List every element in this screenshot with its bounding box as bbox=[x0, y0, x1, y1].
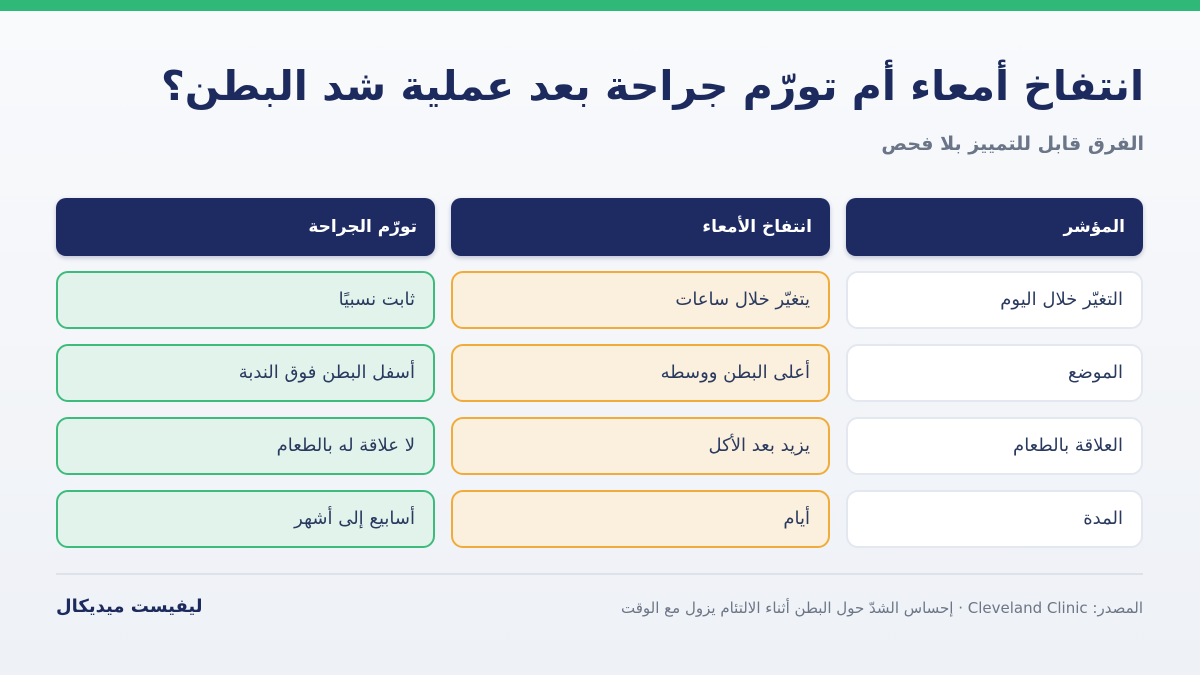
row-indicator-cell: المدة bbox=[846, 490, 1143, 548]
header-gas: انتفاخ الأمعاء bbox=[451, 198, 830, 256]
row-gas-cell: أيام bbox=[451, 490, 830, 548]
comparison-table bbox=[57, 198, 1143, 548]
row-gas-cell: يتغيّر خلال ساعات bbox=[451, 271, 830, 329]
row-swelling-cell: ثابت نسبيًا bbox=[56, 271, 435, 329]
source-note: المصدر: Cleveland Clinic · إحساس الشدّ حول البطن أثناء الالتئام يزول مع الوقت bbox=[621, 599, 1143, 617]
row-gas-cell: يزيد بعد الأكل bbox=[451, 417, 830, 475]
brand-name: ليفيست ميديكال bbox=[56, 596, 203, 617]
footer-divider bbox=[56, 573, 1143, 575]
row-indicator-cell: الموضع bbox=[846, 344, 1143, 402]
page-title: انتفاخ أمعاء أم تورّم جراحة بعد عملية شد البطن؟ bbox=[161, 62, 1144, 110]
row-indicator-cell: العلاقة بالطعام bbox=[846, 417, 1143, 475]
header-indicator: المؤشر bbox=[846, 198, 1143, 256]
row-gas-cell: أعلى البطن ووسطه bbox=[451, 344, 830, 402]
row-swelling-cell: أسفل البطن فوق الندبة bbox=[56, 344, 435, 402]
row-swelling-cell: لا علاقة له بالطعام bbox=[56, 417, 435, 475]
row-swelling-cell: أسابيع إلى أشهر bbox=[56, 490, 435, 548]
page-subtitle: الفرق قابل للتمييز بلا فحص bbox=[881, 133, 1144, 155]
accent-bar bbox=[0, 0, 1200, 11]
header-swelling: تورّم الجراحة bbox=[56, 198, 435, 256]
row-indicator-cell: التغيّر خلال اليوم bbox=[846, 271, 1143, 329]
